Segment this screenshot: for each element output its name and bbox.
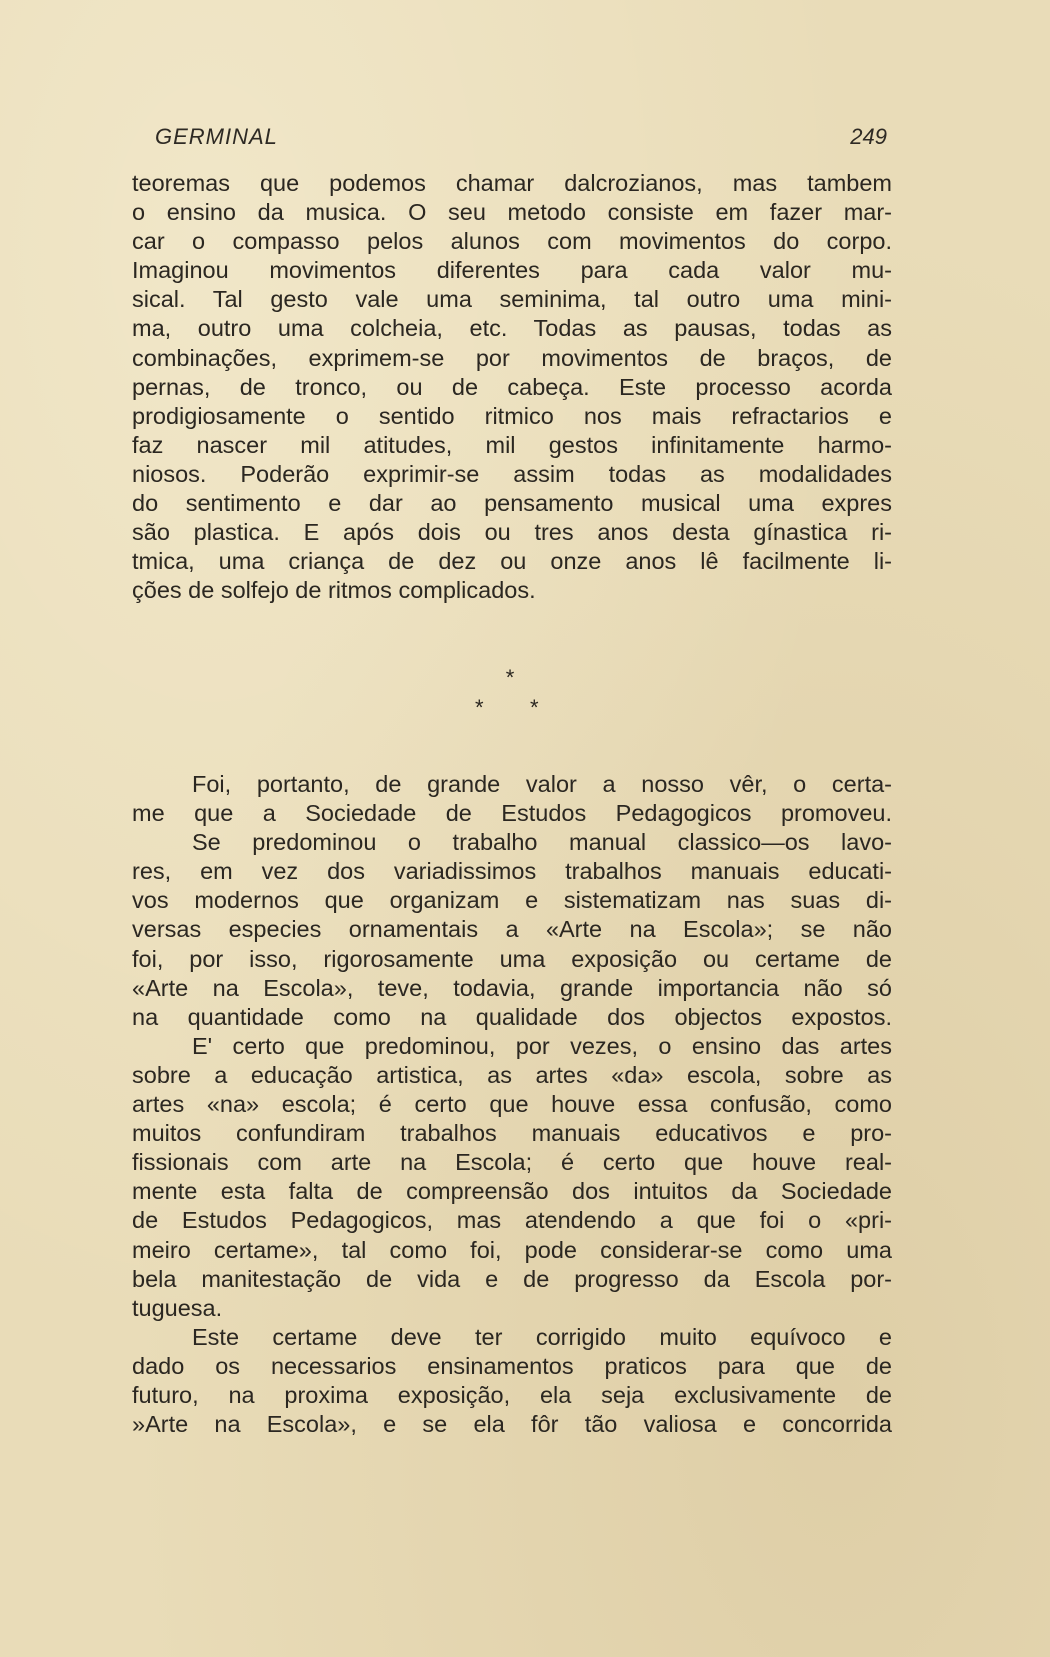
paragraph-certo xyxy=(132,1032,892,1323)
text-line: de Estudos Pedagogicos, mas atendendo a que foi o «pri- xyxy=(132,1207,892,1234)
text-line: E' certo que predominou, por vezes, o ensino das artes xyxy=(192,1032,892,1059)
text-line: do sentimento e dar ao pensamento musical uma expres xyxy=(132,490,892,517)
text-line: car o compasso pelos alunos com movimentos do corpo. xyxy=(132,228,892,255)
text-line: o ensino da musica. O seu metodo consiste em fazer mar- xyxy=(132,199,892,226)
text-line: fissionais com arte na Escola; é certo que houve real- xyxy=(132,1149,892,1176)
page-number: 249 xyxy=(850,124,887,149)
section-break-asterisks xyxy=(470,665,550,725)
asterisk-right: * xyxy=(530,695,539,720)
text-line: versas especies ornamentais a «Arte na Escola»; se não xyxy=(132,916,892,943)
paragraph-continued xyxy=(132,169,892,605)
text-line: ma, outro uma colcheia, etc. Todas as pausas, todas as xyxy=(132,315,892,342)
text-line: »Arte na Escola», e se ela fôr tão valiosa e concorrida xyxy=(132,1411,892,1438)
asterisk-top: * xyxy=(505,665,515,690)
text-line: «Arte na Escola», teve, todavia, grande importancia não só xyxy=(132,974,892,1001)
text-line: niosos. Poderão exprimir-se assim todas as modalidades xyxy=(132,460,892,487)
text-line: faz nascer mil atitudes, mil gestos infinitamente harmo- xyxy=(132,431,892,458)
text-line: artes «na» escola; é certo que houve essa confusão, como xyxy=(132,1091,892,1118)
text-line: Se predominou o trabalho manual classico—os lavo- xyxy=(192,829,892,856)
text-line: foi, por isso, rigorosamente uma exposição ou certame de xyxy=(132,945,892,972)
asterisk-left: * xyxy=(475,695,484,720)
text-line: meiro certame», tal como foi, pode considerar-se como uma xyxy=(132,1236,892,1263)
journal-title: GERMINAL xyxy=(155,124,278,149)
text-line: teoremas que podemos chamar dalcrozianos, mas tambem xyxy=(132,170,892,196)
text-line: Este certame deve ter corrigido muito equívoco e xyxy=(192,1323,892,1350)
text-line: Foi, portanto, de grande valor a nosso vêr, o certa- xyxy=(192,771,892,797)
paragraph-corrigido xyxy=(132,1323,892,1439)
text-line: futuro, na proxima exposição, ela seja exclusivamente de xyxy=(132,1381,892,1408)
text-line: dado os necessarios ensinamentos praticos para que de xyxy=(132,1352,892,1379)
text-line: na quantidade como na qualidade dos objectos expostos. xyxy=(132,1003,892,1030)
text-line: prodigiosamente o sentido ritmico nos mais refractarios e xyxy=(132,402,892,429)
text-line: combinações, exprimem-se por movimentos de braços, de xyxy=(132,344,892,371)
running-head xyxy=(155,124,887,154)
text-block-bottom xyxy=(132,770,892,1439)
text-line: vos modernos que organizam e sistematizam nas suas di- xyxy=(132,887,892,914)
text-line: me que a Sociedade de Estudos Pedagogicos promoveu. xyxy=(132,800,892,827)
text-line: muitos confundiram trabalhos manuais educativos e pro- xyxy=(132,1120,892,1147)
text-line: pernas, de tronco, ou de cabeça. Este processo acorda xyxy=(132,373,892,400)
text-line: sobre a educação artistica, as artes «da» escola, sobre as xyxy=(132,1061,892,1088)
text-block-top xyxy=(132,169,892,605)
text-line: sical. Tal gesto vale uma seminima, tal outro uma mini- xyxy=(132,286,892,313)
text-line: são plastica. E após dois ou tres anos desta gínastica ri- xyxy=(132,519,892,546)
text-line: mente esta falta de compreensão dos intuitos da Sociedade xyxy=(132,1178,892,1205)
text-line: Imaginou movimentos diferentes para cada valor mu- xyxy=(132,257,892,284)
text-line: tuguesa. xyxy=(132,1294,223,1321)
text-line: res, em vez dos variadissimos trabalhos manuais educati- xyxy=(132,858,892,885)
paragraph-certame xyxy=(132,770,892,1032)
text-line: tmica, uma criança de dez ou onze anos lê facilmente li- xyxy=(132,548,892,575)
text-line: ções de solfejo de ritmos complicados. xyxy=(132,577,536,604)
text-line: bela manitestação de vida e de progresso da Escola por- xyxy=(132,1265,892,1292)
